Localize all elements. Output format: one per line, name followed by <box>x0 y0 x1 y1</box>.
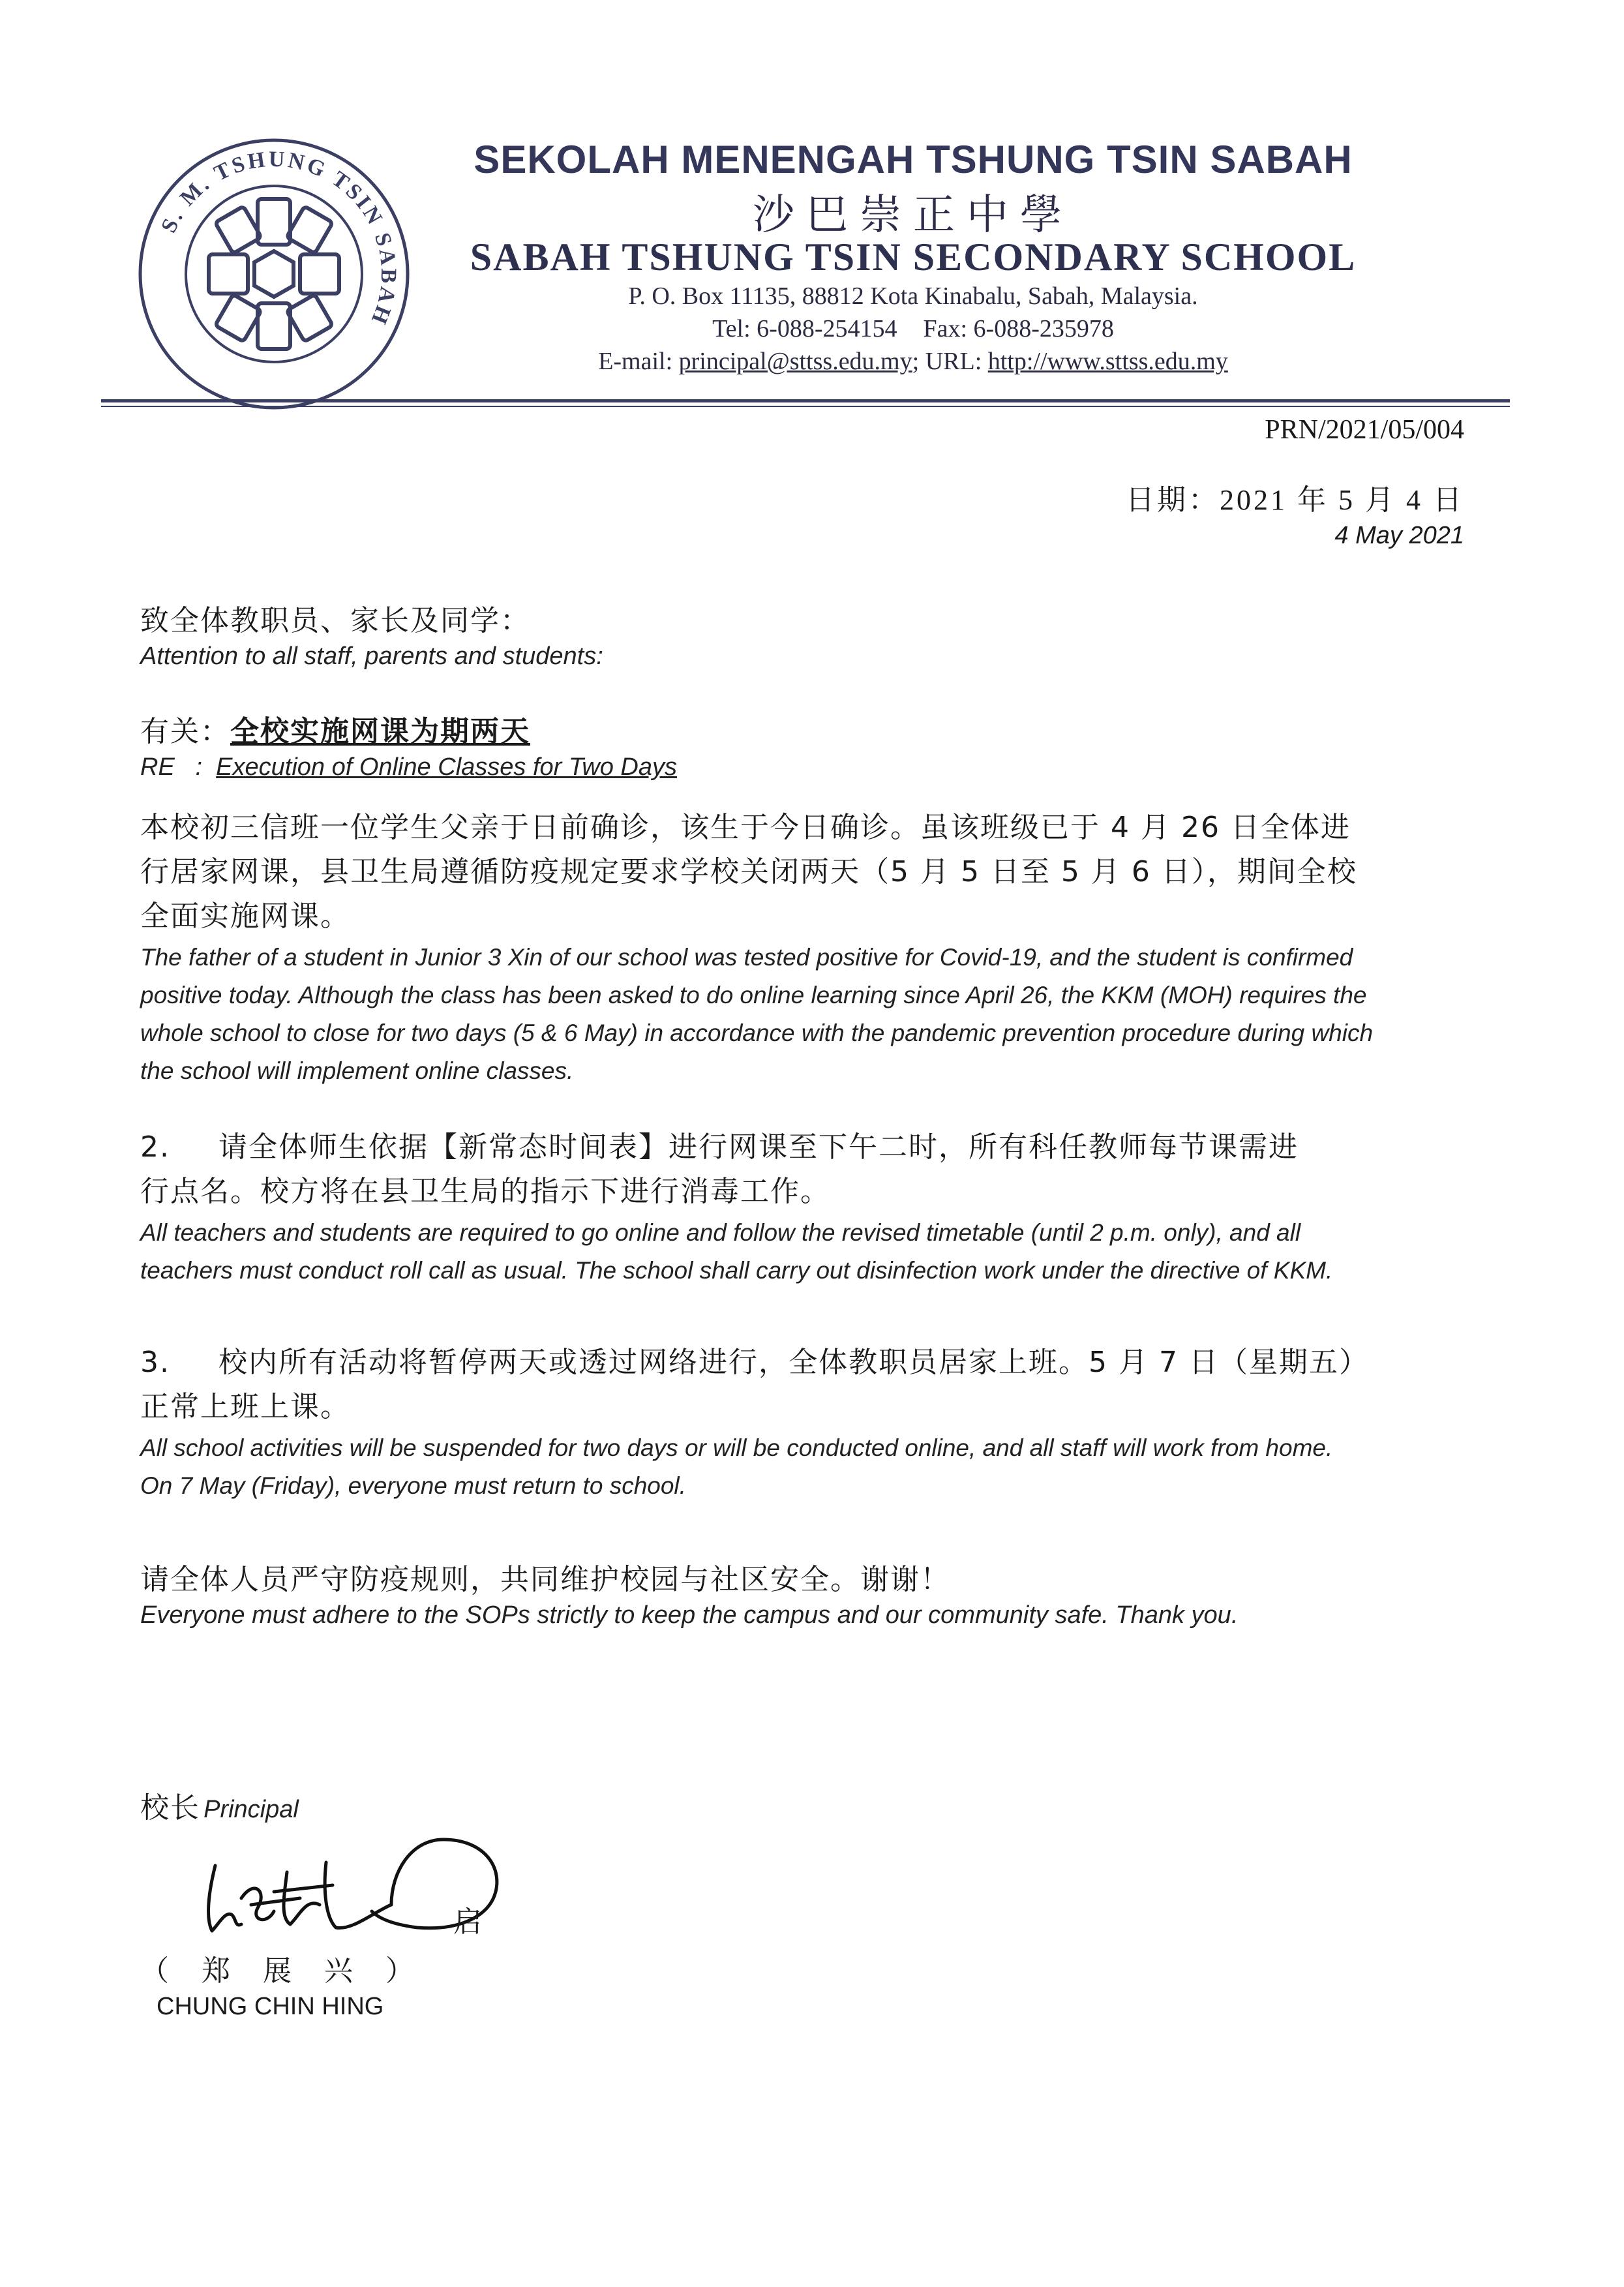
fax: Fax: 6-088-235978 <box>923 315 1114 342</box>
school-name-malay: SEKOLAH MENENGAH TSHUNG TSIN SABAH <box>474 138 1353 181</box>
school-name-english: SABAH TSHUNG TSIN SECONDARY SCHOOL <box>470 235 1357 279</box>
text-line: 全面实施网课。 <box>140 900 350 933</box>
closing-english: Everyone must adhere to the SOPs strictly to keep the campus and our community safe. Thank you. <box>140 1601 1239 1629</box>
reference-number: PRN/2021/05/004 <box>1265 415 1464 445</box>
subject-chinese <box>140 708 530 750</box>
school-logo <box>137 137 411 411</box>
paragraph-number: 3. <box>140 1346 170 1379</box>
title-english: Principal <box>203 1796 299 1823</box>
signature-qi: 启 <box>453 1905 483 1939</box>
subject-prefix-english: RE : <box>140 753 203 781</box>
letterhead-rule <box>101 399 1510 402</box>
text-line: 校内所有活动将暂停两天或透过网络进行，全体教职员居家上班。5 月 7 日（星期五） <box>218 1346 1369 1379</box>
title-chinese: 校长 <box>140 1791 200 1825</box>
school-address: P. O. Box 11135, 88812 Kota Kinabalu, Sabah, Malaysia. <box>628 282 1198 310</box>
text-line: whole school to close for two days (5 & 6 May) in accordance with the pandemic prevention procedure during which <box>140 1020 1374 1046</box>
paragraph-3 <box>140 1340 1451 1505</box>
paragraph-2 <box>140 1125 1451 1290</box>
paragraph-1-english <box>140 939 1451 1090</box>
text-line: the school will implement online classes. <box>140 1057 574 1084</box>
email-label: E-mail: <box>598 348 673 375</box>
subject-title-english: Execution of Online Classes for Two Days <box>216 753 677 781</box>
principal-name-chinese: （ 郑 展 兴 ） <box>140 1954 426 1988</box>
text-line: teachers must conduct roll call as usual. The school shall carry out disinfection work under the directive of KKM. <box>140 1257 1333 1284</box>
paragraph-3-english <box>140 1429 1451 1505</box>
date-english: 4 May 2021 <box>1334 522 1464 549</box>
paragraph-number: 2. <box>140 1130 170 1164</box>
text-line: All teachers and students are required to go online and follow the revised timetable (until 2 p.m. only), and all <box>140 1219 1301 1246</box>
paragraph-1-chinese <box>140 806 1451 939</box>
paragraph-1 <box>140 806 1451 1090</box>
letterhead-rule-thin <box>101 406 1510 407</box>
email-link[interactable]: principal@sttss.edu.my <box>678 348 912 375</box>
text-line: The father of a student in Junior 3 Xin of our school was tested positive for Covid-19, and the student is confirmed <box>140 944 1353 971</box>
text-line: 本校初三信班一位学生父亲于日前确诊，该生于今日确诊。虽该班级已于 4 月 26 日全体进 <box>140 811 1351 844</box>
date-chinese: 日期：2021 年 5 月 4 日 <box>1126 484 1464 516</box>
url-label: URL: <box>925 348 982 375</box>
url-link[interactable]: http://www.sttss.edu.my <box>987 348 1228 375</box>
text-line: All school activities will be suspended for two days or will be conducted online, and all staff will work from home. <box>140 1434 1333 1461</box>
paragraph-3-chinese <box>140 1340 1451 1429</box>
subject-english <box>140 753 677 781</box>
paragraph-2-english <box>140 1214 1451 1290</box>
text-line: On 7 May (Friday), everyone must return to school. <box>140 1472 686 1499</box>
principal-name-english: CHUNG CHIN HING <box>157 1993 384 2020</box>
text-line: positive today. Although the class has been asked to do online learning since April 26, the KKM (MOH) requires the <box>140 982 1367 1008</box>
tel: Tel: 6-088-254154 <box>712 315 897 342</box>
text-line: 请全体师生依据【新常态时间表】进行网课至下午二时，所有科任教师每节课需进 <box>218 1130 1299 1164</box>
subject-prefix-chinese: 有关： <box>140 715 230 748</box>
closing-chinese: 请全体人员严守防疫规则，共同维护校园与社区安全。谢谢！ <box>140 1563 950 1596</box>
school-name-chinese: 沙巴崇正中學 <box>753 191 1074 239</box>
paragraph-2-chinese <box>140 1125 1451 1214</box>
logo-ring-text: S. M. TSHUNG TSIN SABAH <box>157 147 401 330</box>
contact-email-url <box>457 347 1370 376</box>
contact-phone-fax <box>457 314 1370 343</box>
text-line: 行居家网课，县卫生局遵循防疫规定要求学校关闭两天（5 月 5 日至 5 月 6 日），期间全校 <box>140 855 1357 888</box>
subject-title-chinese: 全校实施网课为期两天 <box>230 715 530 748</box>
salutation-english: Attention to all staff, parents and students: <box>140 643 603 670</box>
text-line: 行点名。校方将在县卫生局的指示下进行消毒工作。 <box>140 1175 830 1208</box>
salutation-chinese: 致全体教职员、家长及同学： <box>140 604 530 637</box>
text-line: 正常上班上课。 <box>140 1390 350 1423</box>
separator: ; <box>912 348 920 375</box>
